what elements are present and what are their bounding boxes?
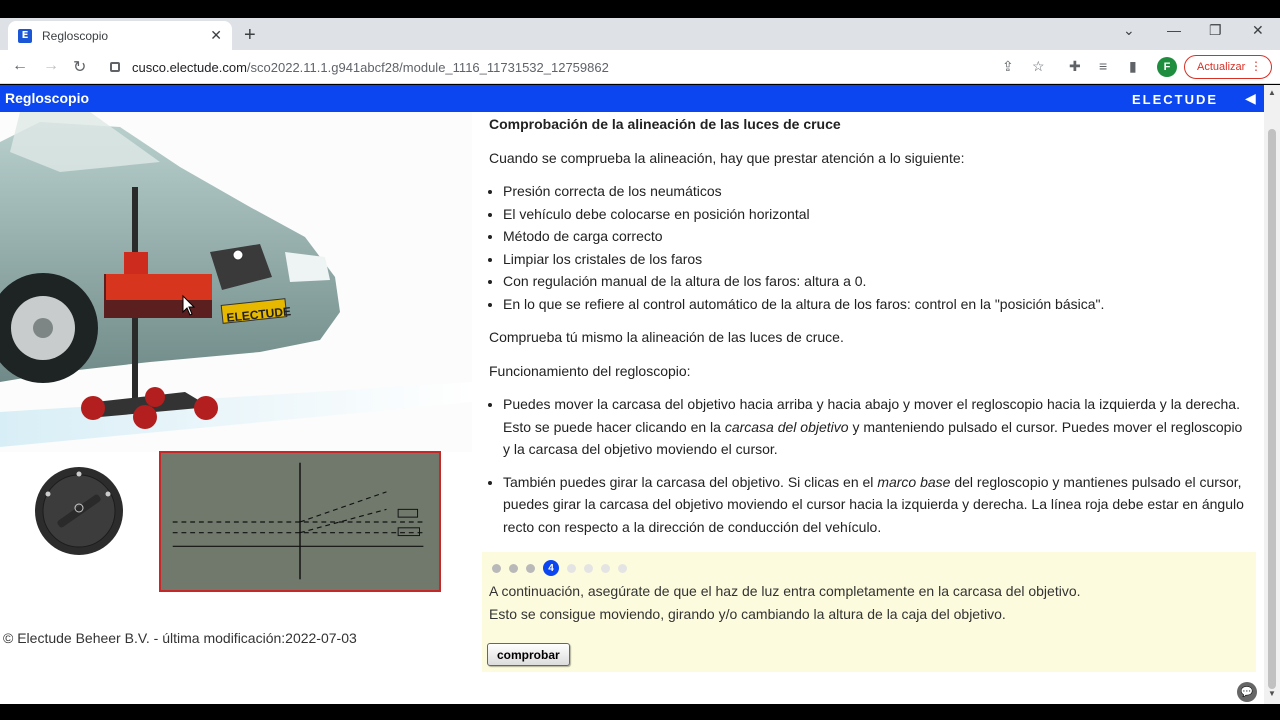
step-dot[interactable] xyxy=(509,564,518,573)
checklist-item: • En lo que se refiere al control automático de la altura de los faros: control en la "posición básica". xyxy=(503,293,1249,316)
function-item-text: del regloscopio y mantienes pulsado el cursor, puedes girar la carcasa del objetivo moviendo el cursor hacia la izquierda y derecha. La línea roja debe estar en ángulo recto con respecto a la dirección de conducción del vehículo. xyxy=(503,473,1244,535)
share-icon[interactable]: ⇪ xyxy=(1002,58,1014,74)
close-window-icon[interactable]: ✕ xyxy=(1252,22,1264,38)
window-top-edge xyxy=(0,0,1280,18)
extensions-puzzle-icon[interactable]: ✚ xyxy=(1069,58,1081,74)
license-plate-text: ELECTUDE xyxy=(225,304,292,325)
tester-wheel xyxy=(81,396,105,420)
restore-icon[interactable]: ❐ xyxy=(1209,22,1222,38)
step-dot[interactable] xyxy=(584,564,593,573)
step-dot[interactable] xyxy=(526,564,535,573)
checklist-item: • Con regulación manual de la altura de los faros: altura a 0. xyxy=(503,270,1249,293)
checklist-item: • Presión correcta de los neumáticos xyxy=(503,180,1249,203)
step-dot[interactable] xyxy=(567,564,576,573)
tester-wheel xyxy=(194,396,218,420)
check-button[interactable]: comprobar xyxy=(487,643,570,666)
light-switch-knob[interactable] xyxy=(34,466,124,556)
checklist-item: • El vehículo debe colocarse en posición horizontal xyxy=(503,203,1249,226)
function-title: Funcionamiento del regloscopio: xyxy=(489,362,691,379)
side-panel-icon[interactable]: ▮ xyxy=(1129,58,1137,74)
forward-arrow-icon[interactable]: → xyxy=(43,57,59,74)
update-button[interactable] xyxy=(1184,55,1272,79)
check-yourself-paragraph: Comprueba tú mismo la alineación de las luces de cruce. xyxy=(489,329,844,345)
close-tab-icon[interactable]: ✕ xyxy=(210,27,222,43)
scroll-up-icon[interactable]: ▲ xyxy=(1268,88,1276,97)
instruction-text xyxy=(489,112,1249,549)
copyright-footer: © Electude Beheer B.V. - última modificación:2022-07-03 xyxy=(3,630,357,646)
bookmark-star-icon[interactable]: ☆ xyxy=(1032,58,1045,74)
update-label: Actualizar xyxy=(1197,61,1246,73)
function-item-text: También puedes girar la carcasa del objetivo. Si clicas en el xyxy=(503,473,878,490)
url-host: cusco.electude.com xyxy=(132,59,247,75)
task-box xyxy=(482,552,1256,672)
function-item-text: Puedes mover la carcasa del objetivo hacia arriba y hacia abajo y mover el regloscopio hacia la izquierda y la derecha. Esto se puede hacer clicando en la xyxy=(503,396,1240,435)
media-queue-icon[interactable]: ≡ xyxy=(1099,58,1108,74)
aiming-screen xyxy=(159,451,441,592)
function-item xyxy=(503,393,1249,461)
feedback-chat-icon[interactable]: 💬 xyxy=(1237,682,1257,702)
section-heading: Comprobación de la alineación de las luces de cruce xyxy=(489,116,841,132)
electude-favicon-icon: E xyxy=(18,29,32,43)
checklist-item: • Limpiar los cristales de los faros xyxy=(503,248,1249,271)
tab-strip xyxy=(0,18,1280,50)
back-arrow-icon[interactable]: ← xyxy=(12,57,28,74)
profile-avatar[interactable]: F xyxy=(1157,57,1177,77)
function-item-emphasis: marco base xyxy=(877,473,951,490)
address-field[interactable] xyxy=(110,55,990,79)
tab-title: Regloscopio xyxy=(42,28,109,43)
app-header xyxy=(0,85,1264,112)
car-headlight-tester-illustration xyxy=(0,112,472,452)
tester-wheel xyxy=(133,405,157,429)
step-indicator xyxy=(492,560,635,576)
tester-wheel xyxy=(145,387,165,407)
step-dot[interactable] xyxy=(492,564,501,573)
electude-logo: ELECTUDE xyxy=(1132,92,1219,107)
step-dot-current[interactable]: 4 xyxy=(543,560,559,576)
scrollbar-thumb[interactable] xyxy=(1268,129,1276,689)
task-instruction: A continuación, asegúrate de que el haz de luz entra completamente en la carcasa del objetivo. xyxy=(489,583,1081,599)
tab-search-chevron-icon[interactable]: ⌄ xyxy=(1123,22,1135,38)
step-dot[interactable] xyxy=(618,564,627,573)
step-dot[interactable] xyxy=(601,564,610,573)
function-item-emphasis: carcasa del objetivo xyxy=(724,418,849,435)
minimize-icon[interactable]: — xyxy=(1167,22,1181,38)
page-scrollbar[interactable] xyxy=(1264,85,1280,704)
function-item-text: y manteniendo pulsado el cursor. Puedes mover el regloscopio y la carcasa del objetivo moviendo el cursor. xyxy=(503,418,1243,457)
more-menu-icon[interactable]: ⋮ xyxy=(1250,59,1262,73)
url-path: /sco2022.11.1.g941abcf28/module_1116_11731532_12759862 xyxy=(246,59,609,75)
function-list xyxy=(503,393,1249,538)
new-tab-icon[interactable]: + xyxy=(244,24,256,46)
checklist xyxy=(503,180,1249,315)
function-item xyxy=(503,471,1249,539)
window-bottom-edge xyxy=(0,704,1280,720)
module-content xyxy=(0,112,1264,704)
checklist-item: • Método de carga correcto xyxy=(503,225,1249,248)
app-title: Regloscopio xyxy=(5,90,90,106)
collapse-arrow-icon[interactable]: ◀ xyxy=(1245,90,1256,106)
toolbar xyxy=(0,50,1280,84)
reload-icon[interactable]: ↻ xyxy=(73,59,87,76)
task-hint: Esto se consigue moviendo, girando y/o cambiando la altura de la caja del objetivo. xyxy=(489,606,1006,622)
tab-regloscopio[interactable] xyxy=(8,21,232,50)
lock-icon xyxy=(110,62,120,72)
scroll-down-icon[interactable]: ▼ xyxy=(1268,689,1276,698)
intro-paragraph: Cuando se comprueba la alineación, hay que prestar atención a lo siguiente: xyxy=(489,149,965,166)
